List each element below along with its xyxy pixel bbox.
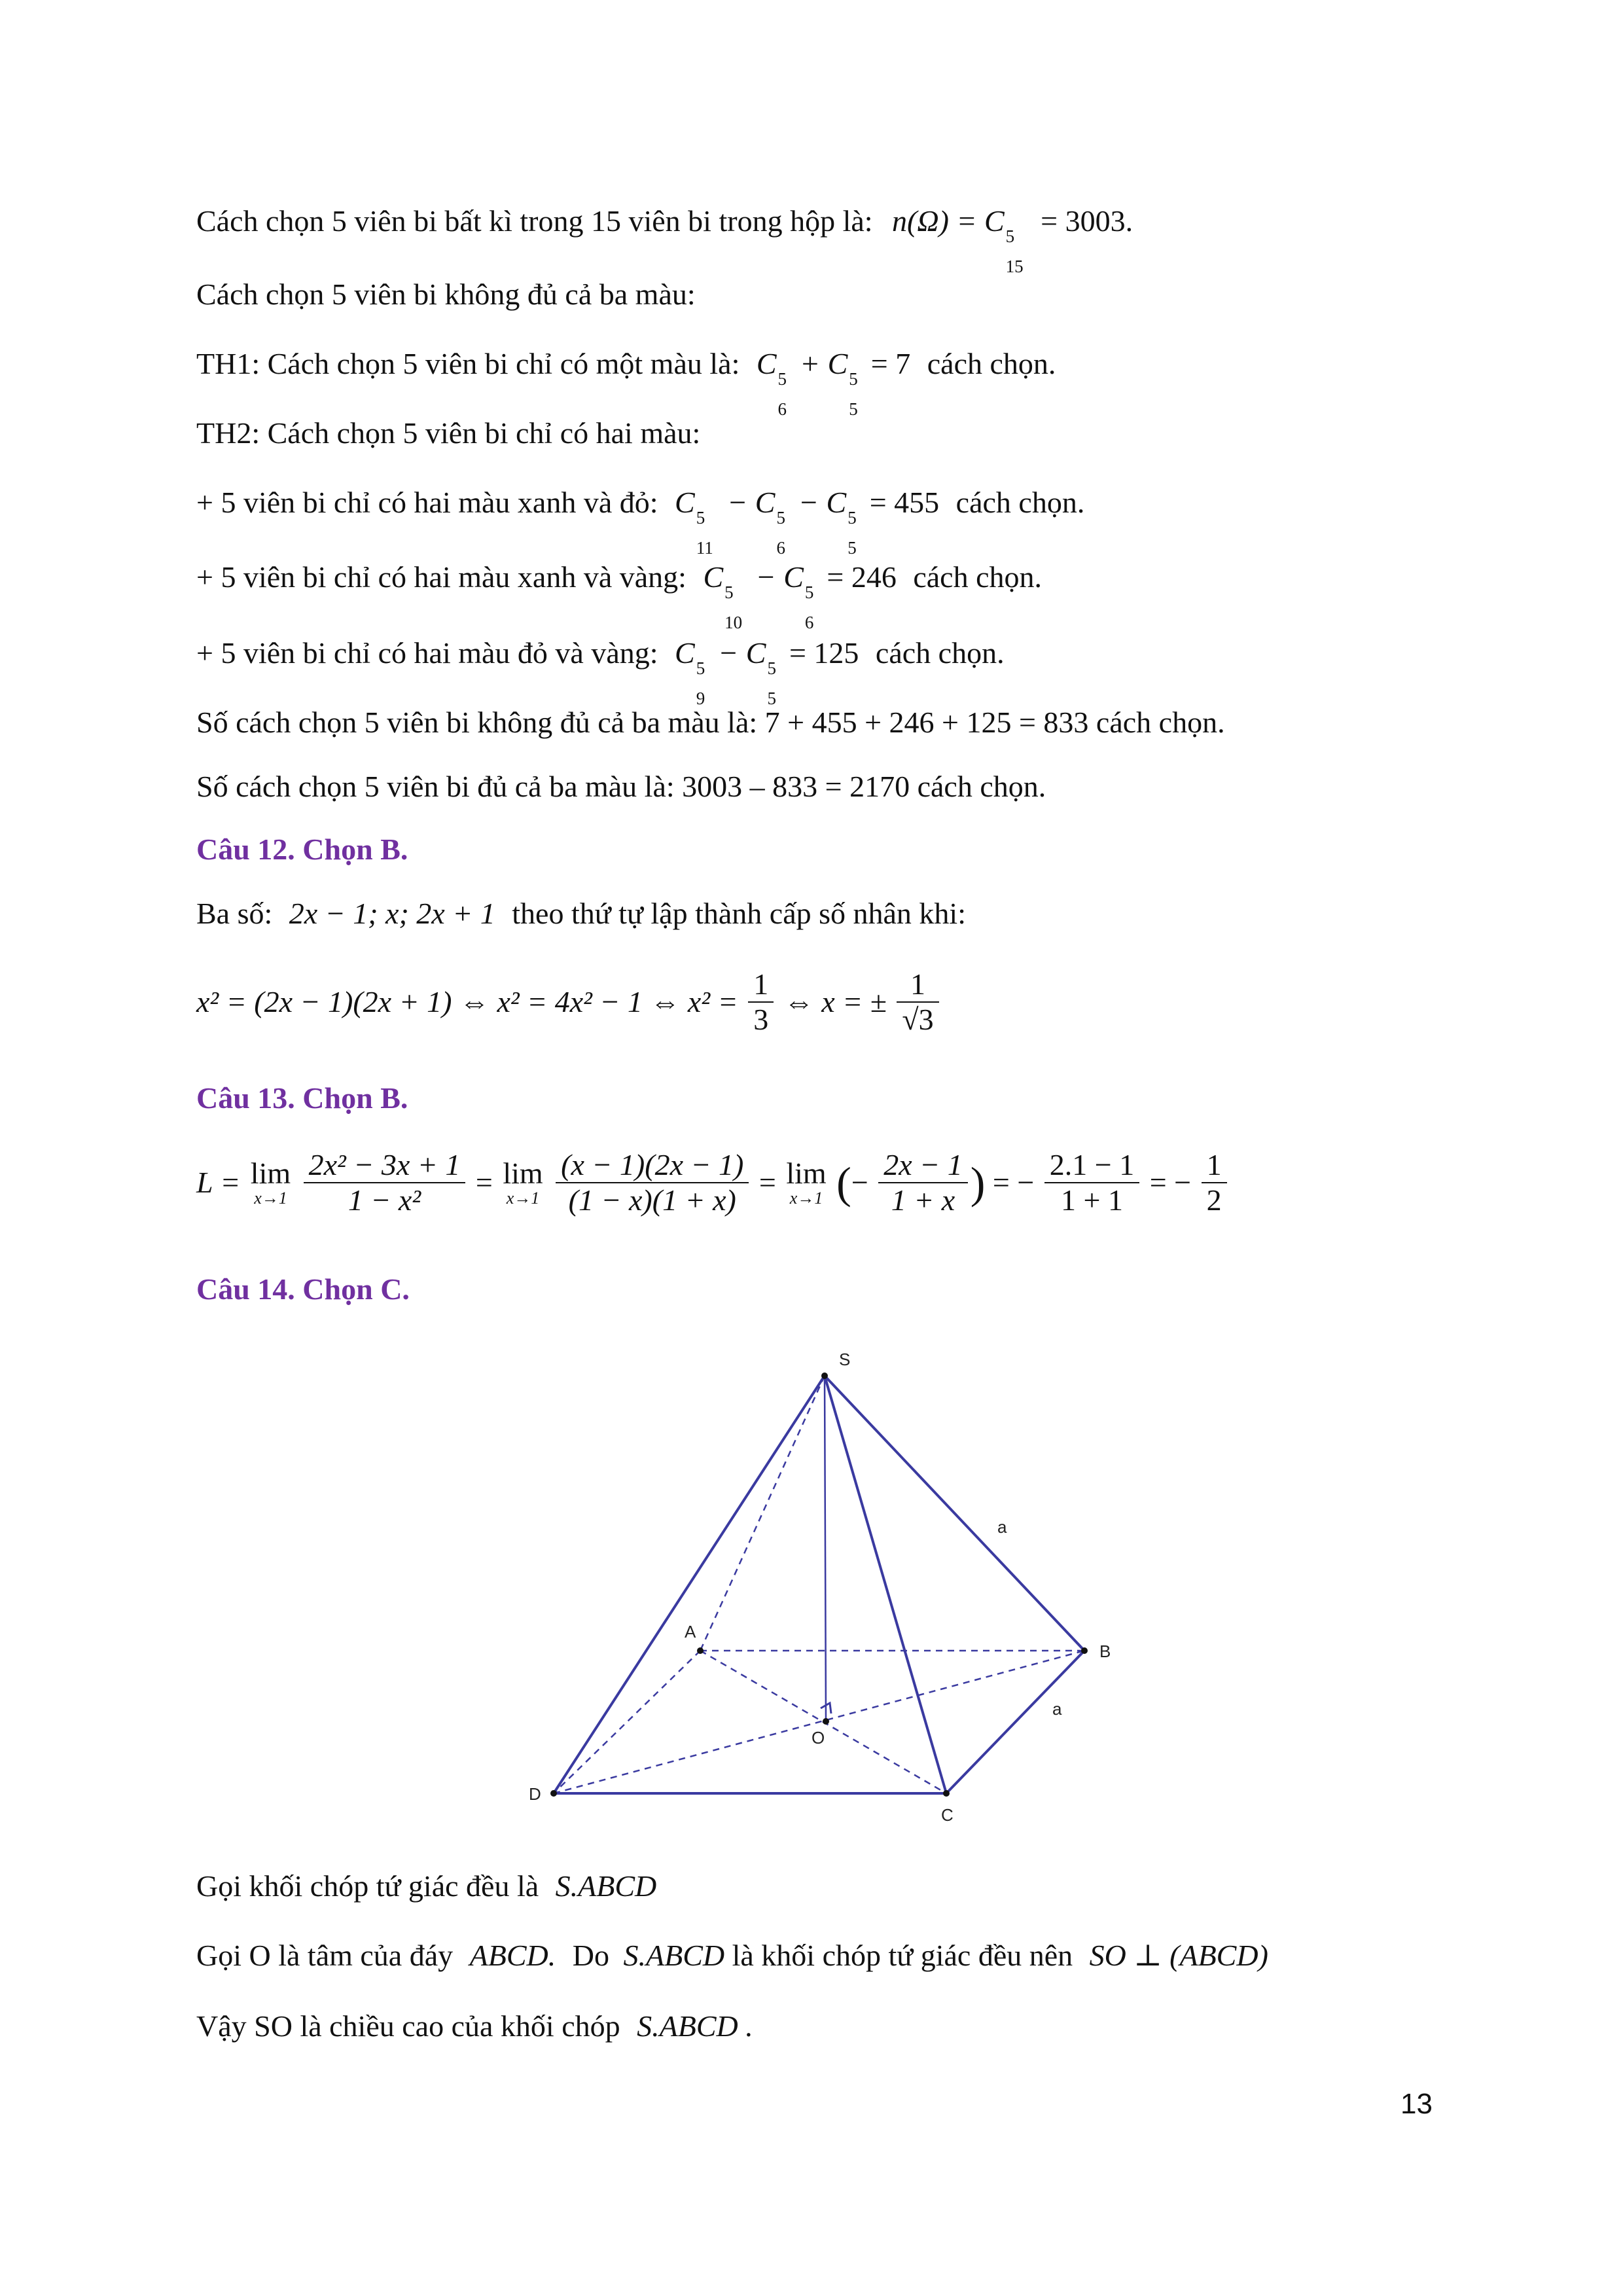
text-line-pyramid [196,1867,656,1906]
text: cách chọn. [927,347,1056,380]
text: cách chọn. [955,486,1085,519]
fraction-5: $\frac{1}{2}$ [1202,1148,1227,1217]
formula-part: x² = (2x − 1)(2x + 1) ⇔ x² = 4x² − 1 ⇔ x² = [196,985,738,1018]
fraction-2: $\frac{(x - 1)(2x - 1)}{(1 - x)(1 + x)}$ [556,1148,749,1217]
text-line-blue-yellow [196,558,1043,632]
text: Cách chọn 5 viên bi không đủ cả ba màu: [196,278,696,311]
edge-AD [554,1651,700,1793]
point-B [1081,1647,1088,1654]
text-line-result [196,767,1046,806]
text-line-th1 [196,344,1056,419]
heading-cau-14: Câu 14. Chọn C. [196,1272,410,1306]
formula-limit: L = lim x→1 $\frac{\text{2x² − 3x + 1}}{\text{1 − x²}}$ = lim x→1 $\frac{(x - 1)(2x - 1)}{(1 - x)(1 + x)}$ = lim x→1 (− $\frac{2x - 1}{1 + x}$ ) = − $\frac{2.1 - 1}{1 + 1}$ = − $\frac{1}{2}$ [196,1148,1230,1217]
fraction-one-over-sqrt3: $\frac{1}{√3}$ [897,967,938,1037]
formula-geometric [196,967,942,1037]
formula-blue-red: C 5 11 − C 5 6 − C 5 5 = 455 [675,486,940,558]
text: Gọi O là tâm của đáy [196,1939,454,1972]
text: Gọi khối chóp tứ giác đều là [196,1869,539,1903]
point-S [821,1372,828,1379]
label-B: B [1099,1641,1111,1661]
formula-red-yellow: C 5 9 − C 5 5 = 125 [675,636,859,708]
point-D [550,1790,557,1797]
text: + 5 viên bi chỉ có hai màu đỏ và vàng: [196,636,658,670]
text: cách chọn. [875,636,1005,670]
text-line-th2 [196,414,700,453]
page-number: 13 [1400,2088,1433,2120]
formula-sabcd: S.ABCD [623,1939,725,1972]
label-S: S [839,1350,851,1369]
text: Do [572,1939,609,1972]
text: Cách chọn 5 viên bi bất kì trong 15 viên bi trong hộp là: [196,204,873,238]
point-A [697,1647,704,1654]
text: Ba số: [196,897,273,930]
text: Vậy SO là chiều cao của khối chóp [196,2009,620,2043]
text-line-three-numbers [196,894,966,933]
limit-operator: lim x→1 [250,1157,291,1208]
heading-cau-12: Câu 12. Chọn B. [196,833,408,866]
text: cách chọn. [913,560,1043,594]
formula-th1: C 5 6 + C 5 5 = 7 [756,347,911,419]
text-line-total [196,202,1133,276]
label-C: C [941,1805,954,1825]
label-A: A [685,1622,696,1641]
point-C [943,1790,950,1797]
formula-abcd: ABCD. [469,1939,556,1972]
pyramid-figure [510,1342,1139,1839]
point-O [823,1718,829,1725]
formula-part: ⇔ x = ± [783,985,887,1018]
formula-blue-yellow: C 5 10 − C 5 6 = 246 [703,560,897,632]
fraction-one-third: $\frac{1}{3}$ [748,967,774,1037]
text: + 5 viên bi chỉ có hai màu xanh và vàng: [196,560,687,594]
label-O: O [812,1728,825,1748]
fraction-1: $\frac{\text{2x² − 3x + 1}}{\text{1 − x²}}$ [304,1148,466,1217]
fraction-4: $\frac{2.1 - 1}{1 + 1}$ [1044,1148,1139,1217]
formula-sabcd: S.ABCD . [637,2009,753,2043]
formula-sequence: 2x − 1; x; 2x + 1 [289,897,495,930]
label-a-SB: a [997,1517,1007,1537]
text-line-not-three-colors [196,275,696,314]
formula-part: L = [196,1166,241,1199]
text-line-sum [196,703,1225,742]
fraction-3: $\frac{2x - 1}{1 + x}$ [878,1148,967,1217]
limit-operator: lim x→1 [503,1157,543,1208]
formula-n-omega: n(Ω) = C 5 15 = 3003. [892,204,1133,276]
text: theo thứ tự lập thành cấp số nhân khi: [512,897,966,930]
edge-CB [946,1651,1084,1793]
text-line-height [196,2007,753,2046]
formula-sabcd: S.ABCD [555,1869,657,1903]
label-a-CB: a [1052,1699,1062,1719]
text-line-center [196,1936,1268,1975]
height-SO [825,1376,826,1721]
text: Số cách chọn 5 viên bi không đủ cả ba màu là: 7 + 455 + 246 + 125 = 833 cách chọn. [196,706,1225,739]
text: Số cách chọn 5 viên bi đủ cả ba màu là: 3003 – 833 = 2170 cách chọn. [196,770,1046,803]
heading-cau-13: Câu 13. Chọn B. [196,1081,408,1115]
formula-so-perp: SO ⊥ (ABCD) [1089,1939,1268,1972]
text: TH1: Cách chọn 5 viên bi chỉ có một màu là: [196,347,740,380]
limit-operator: lim x→1 [786,1157,827,1208]
text-line-red-yellow [196,634,1005,708]
text: TH2: Cách chọn 5 viên bi chỉ có hai màu: [196,416,701,450]
text: là khối chóp tứ giác đều nên [732,1939,1073,1972]
label-D: D [529,1784,541,1804]
text: + 5 viên bi chỉ có hai màu xanh và đỏ: [196,486,658,519]
edge-SA [700,1376,825,1651]
text-line-blue-red [196,483,1085,558]
